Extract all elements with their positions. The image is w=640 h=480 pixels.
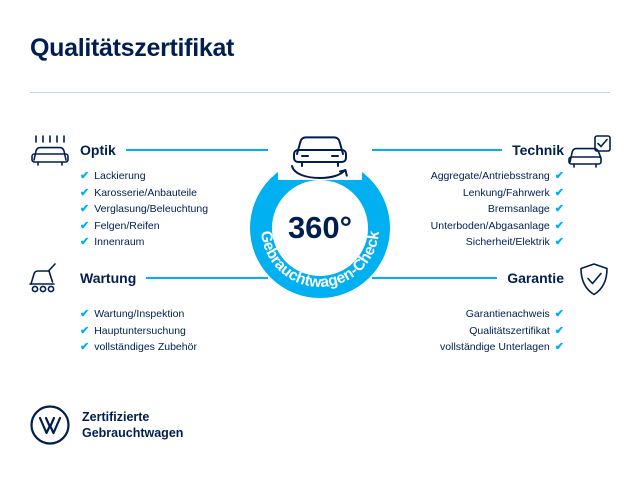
title-divider bbox=[30, 92, 610, 93]
vw-logo-icon bbox=[30, 405, 70, 445]
car-wash-icon bbox=[28, 134, 72, 170]
list-item-label: Garantienachweis bbox=[465, 308, 550, 320]
car-checklist-icon bbox=[568, 134, 612, 170]
footer-text bbox=[82, 409, 183, 441]
list-item-label: Innenraum bbox=[94, 236, 145, 248]
check-icon: ✔ bbox=[80, 203, 90, 215]
check-icon: ✔ bbox=[80, 324, 90, 337]
footer-brand bbox=[30, 405, 183, 445]
check-icon: ✔ bbox=[554, 308, 564, 320]
list-item-label: Wartung/Inspektion bbox=[94, 308, 185, 320]
list-item-label: Sicherheit/Elektrik bbox=[465, 236, 550, 248]
check-icon: ✔ bbox=[80, 186, 90, 199]
shield-check-icon bbox=[572, 262, 616, 298]
check-icon: ✔ bbox=[554, 219, 564, 232]
list-item-label: Unterboden/Abgasanlage bbox=[430, 219, 550, 232]
list-item bbox=[80, 323, 268, 340]
list-item bbox=[80, 339, 268, 356]
badge-degrees: 360° bbox=[287, 210, 353, 245]
check-icon: ✔ bbox=[554, 203, 564, 215]
section-garantie-list bbox=[372, 306, 564, 356]
section-garantie-title: Garantie bbox=[507, 270, 564, 286]
list-item-label: vollständige Unterlagen bbox=[440, 341, 550, 353]
list-item-label: vollständiges Zubehör bbox=[94, 341, 197, 353]
list-item-label: Aggregate/Antriebsstrang bbox=[430, 170, 550, 182]
service-cart-icon bbox=[28, 262, 72, 298]
list-item-label: Lenkung/Fahrwerk bbox=[462, 186, 550, 199]
check-icon: ✔ bbox=[80, 341, 90, 353]
section-wartung-list bbox=[80, 306, 268, 356]
list-item-label: Verglasung/Beleuchtung bbox=[94, 203, 209, 215]
list-item-label: Lackierung bbox=[94, 170, 146, 182]
check-icon: ✔ bbox=[554, 324, 564, 337]
check-icon: ✔ bbox=[80, 170, 90, 182]
list-item-label: Hauptuntersuchung bbox=[94, 324, 186, 337]
check-icon: ✔ bbox=[554, 341, 564, 353]
badge-360-check bbox=[228, 118, 412, 302]
check-icon: ✔ bbox=[80, 219, 90, 232]
check-icon: ✔ bbox=[554, 170, 564, 182]
list-item bbox=[372, 306, 564, 323]
list-item-label: Qualitätszertifikat bbox=[469, 324, 550, 337]
list-item-label: Felgen/Reifen bbox=[94, 219, 160, 232]
check-icon: ✔ bbox=[554, 186, 564, 199]
footer-line-2: Gebrauchtwagen bbox=[82, 426, 184, 440]
list-item bbox=[372, 323, 564, 340]
list-item-label: Bremsanlage bbox=[487, 203, 550, 215]
section-wartung-title: Wartung bbox=[80, 270, 137, 286]
list-item bbox=[80, 306, 268, 323]
check-icon: ✔ bbox=[554, 236, 564, 248]
section-optik-title: Optik bbox=[80, 142, 116, 158]
page-title: Qualitätszertifikat bbox=[30, 34, 235, 62]
footer-line-1: Zertifizierte bbox=[82, 410, 150, 424]
list-item-label: Karosserie/Anbauteile bbox=[94, 186, 197, 199]
list-item bbox=[372, 339, 564, 356]
badge-arc-label: Gebrauchtwagen-Check bbox=[256, 229, 384, 292]
check-icon: ✔ bbox=[80, 236, 90, 248]
check-icon: ✔ bbox=[80, 308, 90, 320]
section-technik-title: Technik bbox=[512, 142, 564, 158]
